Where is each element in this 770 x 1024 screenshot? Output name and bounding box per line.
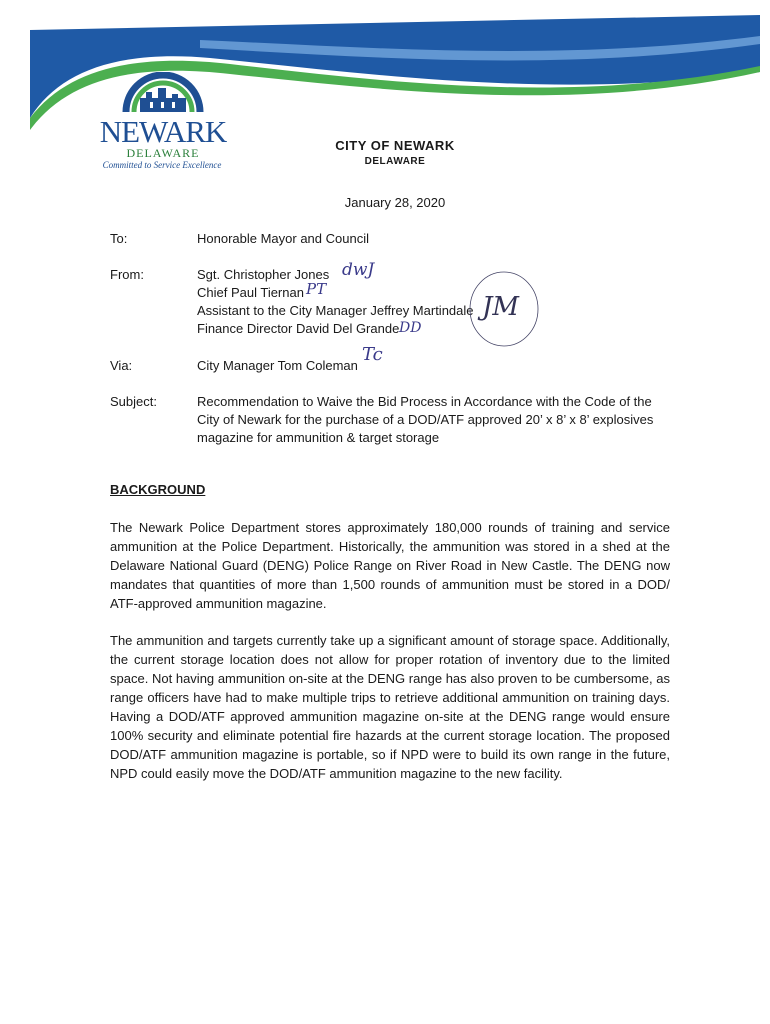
logo-tagline: Committed to Service Excellence <box>102 160 222 170</box>
letterhead-state: DELAWARE <box>364 156 426 167</box>
newark-logo <box>88 72 238 172</box>
from-line-delgrande: Finance Director David Del Grande <box>197 321 400 336</box>
background-heading: BACKGROUND <box>110 482 206 497</box>
background-paragraph-1: The Newark Police Department stores approximately 180,000 rounds of training and service ammunition at the Police Department. Historically, the ammunition was stored in a shed at the Delaware National Guard (DENG) Police Range on River Road in New Castle. The DENG now mandates that quantities of more than 1,500 rounds of ammunition must be stored in a DOD/ ATF-approved ammunition magazine. <box>110 520 670 611</box>
subject-label: Subject: <box>110 394 157 409</box>
logo-arch-icon <box>88 72 238 118</box>
from-line-tiernan: Chief Paul Tiernan <box>197 285 304 300</box>
signature-jones: dwJ <box>342 260 375 280</box>
from-label: From: <box>110 267 144 282</box>
subject-line-2: City of Newark for the purchase of a DOD/ATF approved 20’ x 8’ x 8’ explosives <box>197 412 654 427</box>
signature-coleman: Tc <box>362 344 383 365</box>
background-paragraph-2: The ammunition and targets currently take up a significant amount of storage space. Additionally, the current storage location does not allow for proper rotation of inventory due to the limited space. Not having ammunition on-site at the DENG range has also proven to be cumbersome, as range officers have had to make multiple trips to retrieve additional ammunition on training days. Having a DOD/ATF approved ammunition magazine on-site at the DENG range would ensure 100% security and eliminate potential fire hazards at the current storage location. The proposed DOD/ATF ammunition magazine is portable, so if NPD were to build its own range in the future, NPD could easily move the DOD/ATF ammunition magazine to the new facility. <box>110 633 670 781</box>
signature-martindale: JM <box>482 292 520 322</box>
signature-delgrande: DD <box>399 320 422 336</box>
subject-line-3: magazine for ammunition & target storage <box>197 430 440 445</box>
letterhead-city: CITY OF NEWARK <box>335 138 455 153</box>
subject-line-1: Recommendation to Waive the Bid Process in Accordance with the Code of the <box>197 394 652 409</box>
signature-tiernan: PT <box>306 280 327 298</box>
logo-wordmark: NEWARK <box>99 114 227 149</box>
via-label: Via: <box>110 358 133 373</box>
from-line-jones: Sgt. Christopher Jones <box>197 267 330 282</box>
via-value: City Manager Tom Coleman <box>197 358 358 373</box>
to-value: Honorable Mayor and Council <box>197 231 369 246</box>
logo-state: DELAWARE <box>126 146 200 160</box>
to-label: To: <box>110 231 128 246</box>
from-line-martindale: Assistant to the City Manager Jeffrey Martindale <box>197 303 474 318</box>
memo-date: January 28, 2020 <box>344 195 446 210</box>
